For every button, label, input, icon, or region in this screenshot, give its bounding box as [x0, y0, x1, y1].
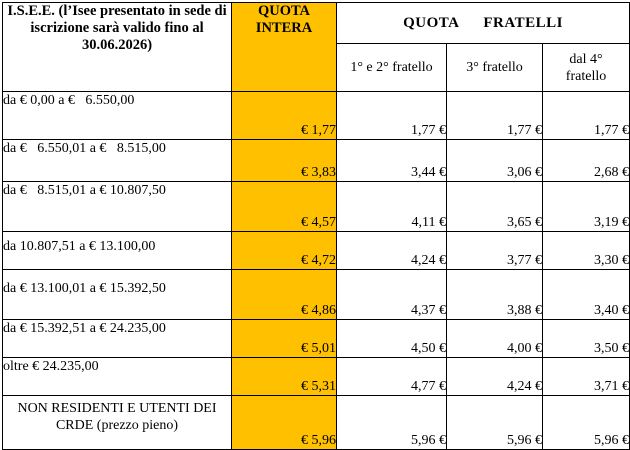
third-sibling-cell: 1,77 € [447, 92, 543, 140]
third-sibling-cell: 3,88 € [447, 270, 543, 320]
third-sibling-cell: 3,65 € [447, 182, 543, 232]
first-second-sibling-cell: 4,77 € [337, 358, 447, 396]
third-sibling-cell: 3,06 € [447, 140, 543, 182]
isee-range-cell: oltre € 24.235,00 [3, 358, 232, 396]
fourth-sibling-cell: 3,30 € [543, 232, 630, 270]
quota-intera-cell: € 4,86 [232, 270, 337, 320]
header-row [3, 3, 630, 44]
third-sibling-cell: 3,77 € [447, 232, 543, 270]
quota-intera-cell: € 1,77 [232, 92, 337, 140]
fourth-sibling-header: dal 4° fratello [543, 44, 630, 92]
first-second-sibling-cell: 1,77 € [337, 92, 447, 140]
quota-fratelli-header: QUOTA FRATELLI [337, 3, 630, 44]
table-row [3, 396, 630, 450]
third-sibling-cell: 4,24 € [447, 358, 543, 396]
quota-intera-cell: € 5,96 [232, 396, 337, 450]
fourth-sibling-cell: 5,96 € [543, 396, 630, 450]
fourth-sibling-cell: 3,71 € [543, 358, 630, 396]
isee-column-header: I.S.E.E. (l’Isee presentato in sede di iscrizione sarà valido fino al 30.06.2026) [3, 3, 232, 92]
first-second-sibling-cell: 4,50 € [337, 320, 447, 358]
quota-intera-header: QUOTA INTERA [232, 3, 337, 92]
first-second-sibling-cell: 4,24 € [337, 232, 447, 270]
table-row [3, 232, 630, 270]
quota-intera-cell: € 4,72 [232, 232, 337, 270]
isee-range-cell: NON RESIDENTI E UTENTI DEI CRDE (prezzo pieno) [3, 396, 232, 450]
quota-intera-cell: € 5,01 [232, 320, 337, 358]
third-sibling-cell: 5,96 € [447, 396, 543, 450]
first-second-sibling-header: 1° e 2° fratello [337, 44, 447, 92]
first-second-sibling-cell: 3,44 € [337, 140, 447, 182]
isee-range-cell: da € 6.550,01 a € 8.515,00 [3, 140, 232, 182]
isee-range-cell: da € 13.100,01 a € 15.392,50 [3, 270, 232, 320]
table-row [3, 182, 630, 232]
fee-table [2, 2, 630, 450]
third-sibling-header: 3° fratello [447, 44, 543, 92]
table-row [3, 320, 630, 358]
fourth-sibling-cell: 3,40 € [543, 270, 630, 320]
fourth-sibling-cell: 3,50 € [543, 320, 630, 358]
quota-intera-cell: € 3,83 [232, 140, 337, 182]
first-second-sibling-cell: 5,96 € [337, 396, 447, 450]
isee-range-cell: da € 8.515,01 a € 10.807,50 [3, 182, 232, 232]
third-sibling-cell: 4,00 € [447, 320, 543, 358]
quota-intera-cell: € 5,31 [232, 358, 337, 396]
table-row [3, 92, 630, 140]
fourth-sibling-cell: 3,19 € [543, 182, 630, 232]
table-row [3, 270, 630, 320]
isee-range-cell: da € 0,00 a € 6.550,00 [3, 92, 232, 140]
table-row [3, 140, 630, 182]
quota-intera-cell: € 4,57 [232, 182, 337, 232]
table-row [3, 358, 630, 396]
fourth-sibling-cell: 1,77 € [543, 92, 630, 140]
first-second-sibling-cell: 4,11 € [337, 182, 447, 232]
isee-range-cell: da € 15.392,51 a € 24.235,00 [3, 320, 232, 358]
fourth-sibling-cell: 2,68 € [543, 140, 630, 182]
isee-range-cell: da 10.807,51 a € 13.100,00 [3, 232, 232, 270]
first-second-sibling-cell: 4,37 € [337, 270, 447, 320]
